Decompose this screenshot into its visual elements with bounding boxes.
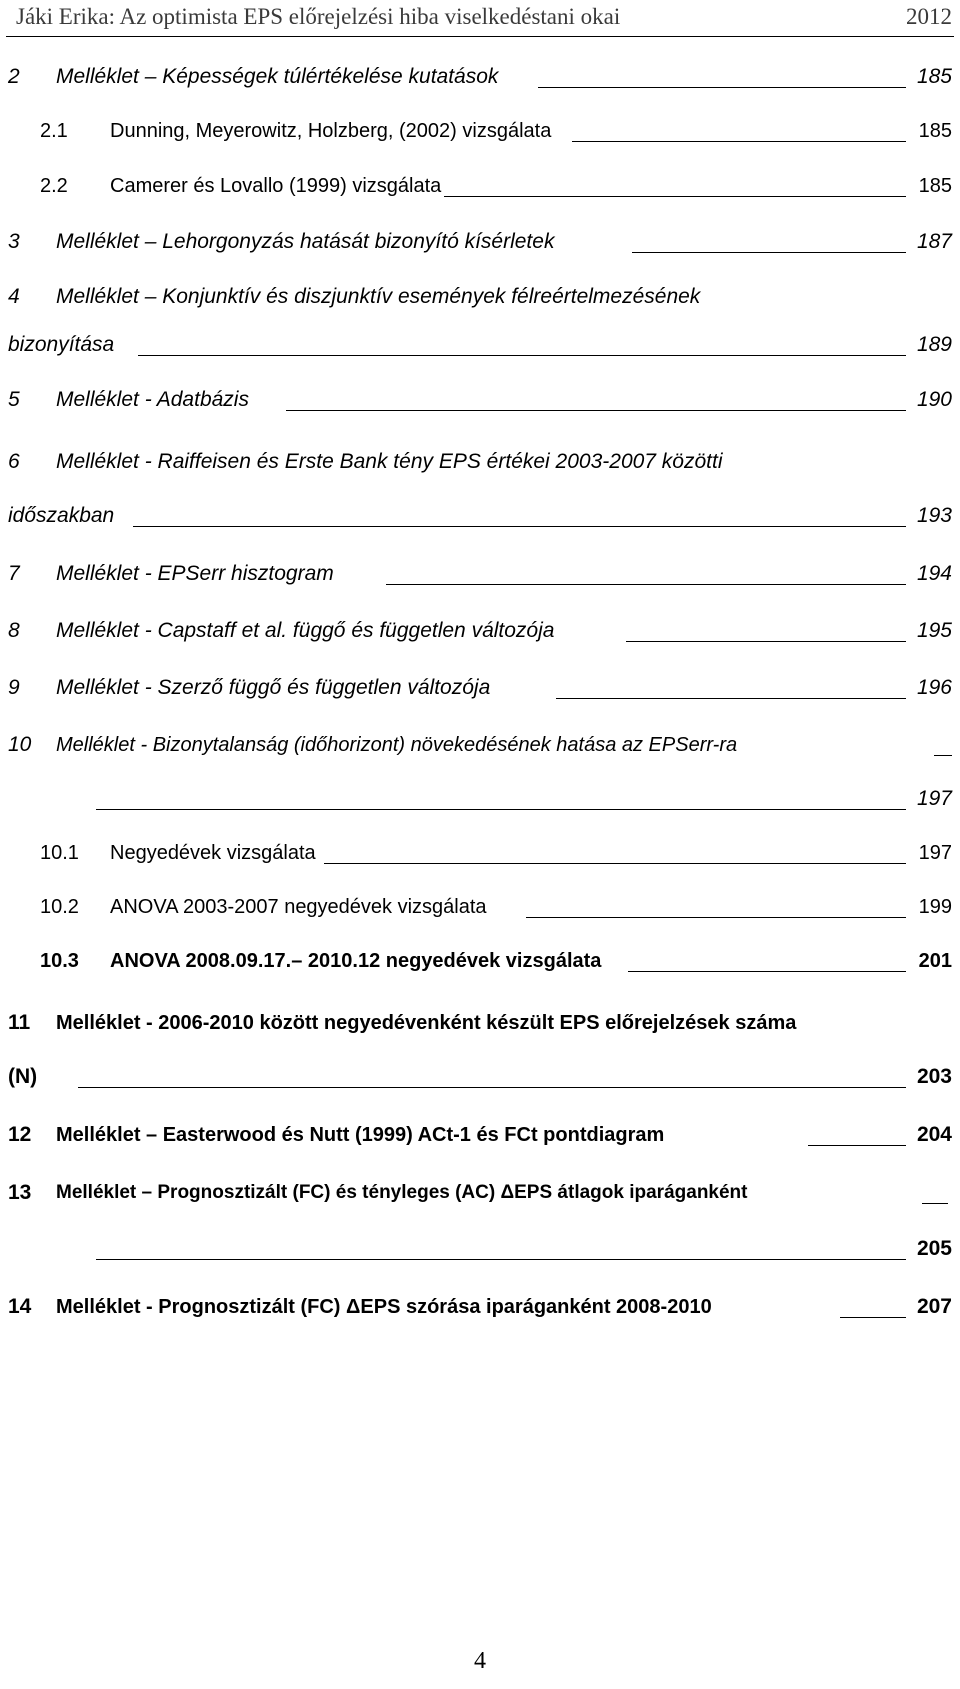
toc-leader — [628, 971, 906, 972]
toc-leader — [840, 1317, 906, 1318]
toc-number: 7 — [8, 562, 20, 585]
toc-leader — [133, 526, 906, 527]
toc-entry[interactable] — [8, 386, 952, 414]
toc-leader — [808, 1145, 906, 1146]
toc-page: 196 — [916, 676, 952, 699]
toc-number: 6 — [8, 450, 20, 473]
toc-title-continuation: bizonyítása — [8, 333, 115, 356]
toc-title: ANOVA 2003-2007 negyedévek vizsgálata — [110, 896, 487, 918]
page-number: 4 — [474, 1648, 486, 1674]
toc-entry[interactable] — [8, 63, 952, 91]
toc-title: Camerer és Lovallo (1999) vizsgálata — [110, 175, 442, 197]
toc-leader — [324, 863, 906, 864]
toc-leader — [78, 1087, 906, 1088]
toc-number: 10.1 — [40, 842, 79, 864]
toc-page: 185 — [916, 65, 952, 88]
toc-page: 187 — [916, 230, 952, 253]
toc-title: Melléklet - Raiffeisen és Erste Bank tény EPS értékei 2003-2007 közötti — [56, 450, 723, 473]
toc-leader — [572, 141, 906, 142]
toc-title: Melléklet - Prognosztizált (FC) ΔEPS szórása iparáganként 2008-2010 — [56, 1296, 712, 1318]
toc-title: Melléklet – Prognosztizált (FC) és tényleges (AC) ΔEPS átlagok iparáganként — [56, 1182, 748, 1203]
toc-leader — [632, 252, 906, 253]
toc-entry[interactable] — [8, 172, 952, 200]
toc-entry-continuation[interactable] — [8, 502, 952, 530]
toc-leader — [386, 584, 906, 585]
toc-number: 12 — [8, 1123, 32, 1146]
toc-page: 189 — [916, 333, 952, 356]
toc-entry[interactable] — [8, 893, 952, 921]
toc-entry-continuation[interactable] — [8, 331, 952, 359]
toc-entry[interactable] — [8, 674, 952, 702]
toc-leader — [96, 1259, 906, 1260]
toc-page: 185 — [918, 175, 952, 197]
toc-leader — [556, 698, 906, 699]
toc-entry[interactable] — [8, 283, 952, 311]
toc-title: Melléklet – Easterwood és Nutt (1999) ACt-1 és FCt pontdiagram — [56, 1124, 665, 1146]
toc-entry[interactable] — [8, 1121, 952, 1149]
toc-leader — [526, 917, 906, 918]
toc-page: 205 — [916, 1237, 952, 1260]
toc-page: 193 — [916, 504, 952, 527]
toc-title: Melléklet - Bizonytalanság (időhorizont) növekedésének hatása az EPSerr-ra — [56, 734, 738, 756]
toc-number: 10 — [8, 733, 32, 756]
toc-title: Dunning, Meyerowitz, Holzberg, (2002) vizsgálata — [110, 120, 552, 142]
toc-leader — [934, 755, 952, 756]
toc-entry[interactable] — [8, 117, 952, 145]
toc-number: 14 — [8, 1295, 32, 1318]
toc-page: 207 — [916, 1295, 952, 1318]
toc-title: Melléklet - Szerző függő és független változója — [56, 676, 491, 699]
toc-leader — [138, 355, 906, 356]
toc-title: Melléklet - Capstaff et al. függő és független változója — [56, 619, 555, 642]
toc-title: Melléklet – Konjunktív és diszjunktív események félreértelmezésének — [56, 285, 701, 308]
toc-page: 185 — [918, 120, 952, 142]
toc-number: 2.1 — [40, 120, 68, 142]
toc-title: Melléklet – Lehorgonyzás hatását bizonyító kísérletek — [56, 230, 555, 253]
toc-page: 194 — [916, 562, 952, 585]
toc-page: 190 — [916, 388, 952, 411]
toc-entry-continuation[interactable] — [8, 1063, 952, 1091]
toc-entry[interactable] — [8, 839, 952, 867]
toc-entry-continuation[interactable] — [8, 1235, 952, 1263]
toc-number: 3 — [8, 230, 20, 253]
toc-number: 9 — [8, 676, 20, 699]
toc-leader — [96, 809, 906, 810]
toc-title: Melléklet - 2006-2010 között negyedévenként készült EPS előrejelzések száma — [56, 1012, 797, 1034]
toc-entry-continuation[interactable] — [8, 785, 952, 813]
toc-entry[interactable] — [8, 1293, 952, 1321]
toc-leader — [922, 1203, 948, 1204]
toc-entry[interactable] — [8, 228, 952, 256]
toc-page: 204 — [916, 1123, 952, 1146]
toc-page: 197 — [916, 787, 952, 810]
toc-entry[interactable] — [8, 448, 952, 476]
toc-title: Melléklet - Adatbázis — [56, 388, 249, 411]
toc-number: 2.2 — [40, 175, 68, 197]
toc-number: 2 — [8, 65, 20, 88]
toc-number: 4 — [8, 285, 20, 308]
toc-entry[interactable] — [8, 560, 952, 588]
toc-entry[interactable] — [8, 1009, 952, 1037]
toc-number: 11 — [8, 1011, 31, 1034]
toc-title: Melléklet – Képességek túlértékelése kutatások — [56, 65, 499, 88]
toc-page: 199 — [918, 896, 952, 918]
toc-entry[interactable] — [8, 1179, 952, 1207]
toc-leader — [444, 196, 906, 197]
toc-title-continuation: időszakban — [8, 504, 115, 527]
toc-leader — [538, 87, 906, 88]
toc-title: Negyedévek vizsgálata — [110, 842, 316, 864]
toc-number: 10.3 — [40, 950, 79, 972]
toc-page: 195 — [916, 619, 952, 642]
toc-entry[interactable] — [8, 947, 952, 975]
toc-page: 197 — [918, 842, 952, 864]
toc-number: 5 — [8, 388, 20, 411]
toc-leader — [286, 410, 906, 411]
toc-page: 203 — [916, 1065, 952, 1088]
toc-number: 13 — [8, 1181, 32, 1204]
toc-page: 201 — [918, 950, 952, 972]
header-title: Jáki Erika: Az optimista EPS előrejelzési hiba viselkedéstani okai — [16, 4, 621, 29]
toc-number: 8 — [8, 619, 20, 642]
toc-number: 10.2 — [40, 896, 79, 918]
header-year: 2012 — [906, 4, 952, 29]
toc-title-continuation: (N) — [8, 1065, 38, 1088]
toc-title: ANOVA 2008.09.17.– 2010.12 negyedévek vizsgálata — [110, 950, 602, 972]
toc-title: Melléklet - EPSerr hisztogram — [56, 562, 334, 585]
toc-entry[interactable] — [8, 731, 952, 759]
toc-entry[interactable] — [8, 617, 952, 645]
toc-leader — [626, 641, 906, 642]
